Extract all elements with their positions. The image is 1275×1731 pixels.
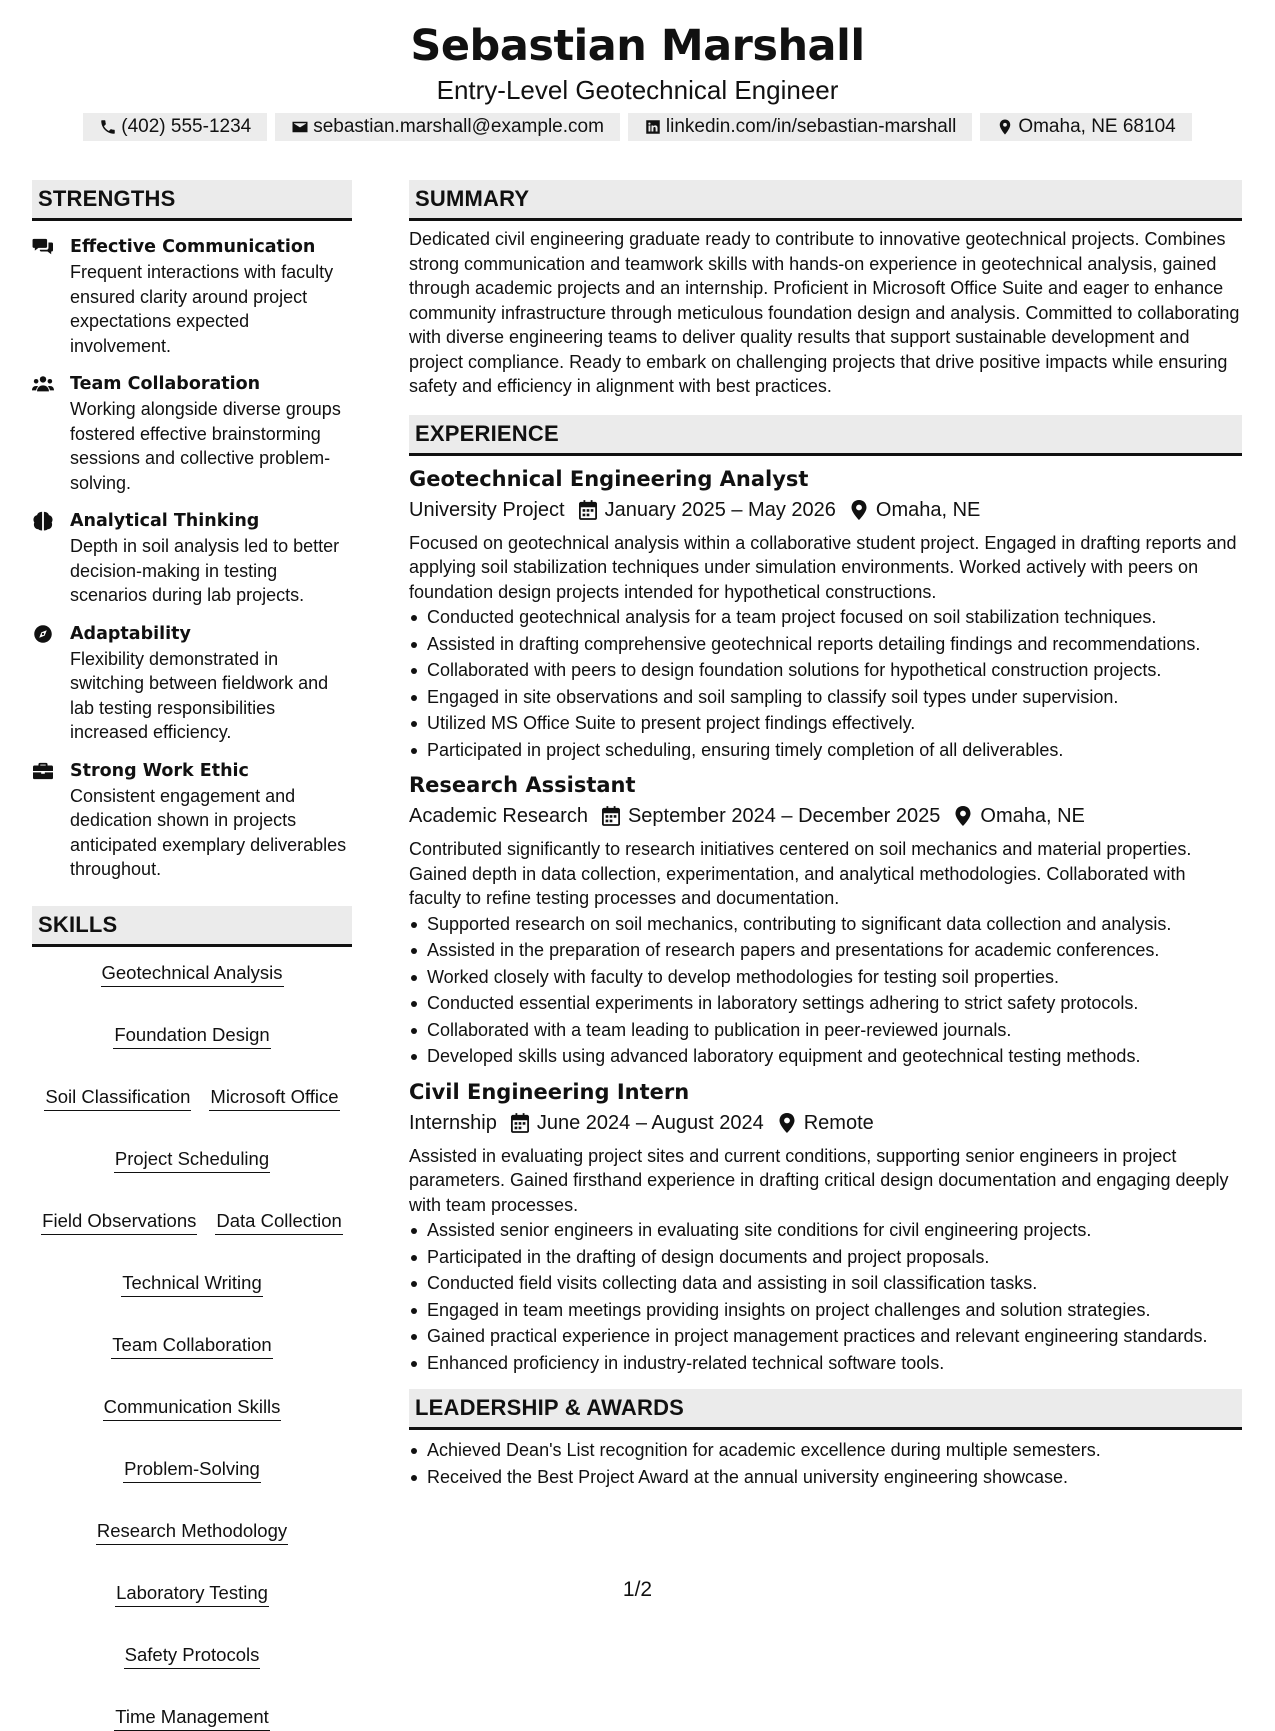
job-location: Omaha, NE <box>875 498 981 521</box>
list-item: Engaged in site observations and soil sampling to classify soil types under supervision. <box>409 685 1242 710</box>
list-item: Participated in project scheduling, ensuring timely completion of all deliverables. <box>409 738 1242 763</box>
strength-item <box>32 622 352 745</box>
map-pin-icon <box>850 500 868 520</box>
calendar-icon <box>602 806 620 826</box>
contact-phone[interactable] <box>83 113 267 141</box>
brain-icon <box>32 511 54 531</box>
candidate-name: Sebastian Marshall <box>410 21 865 71</box>
resume-header <box>0 18 1275 106</box>
right-column <box>409 180 1242 1491</box>
contact-email-text: sebastian.marshall@example.com <box>313 116 604 137</box>
skill-tag: Laboratory Testing <box>115 1581 269 1607</box>
envelope-icon <box>291 118 309 136</box>
comments-icon <box>32 237 54 257</box>
skill-tag: Team Collaboration <box>111 1333 272 1359</box>
strength-desc: Depth in soil analysis led to better decision-making in testing scenarios during lab projects. <box>70 536 340 605</box>
contact-location-text: Omaha, NE 68104 <box>1018 116 1176 137</box>
skill-tag: Research Methodology <box>96 1519 288 1545</box>
strength-item <box>32 372 352 495</box>
list-item: Achieved Dean's List recognition for academic excellence during multiple semesters. <box>409 1438 1242 1463</box>
contact-location <box>980 113 1191 141</box>
skill-tag: Problem-Solving <box>123 1457 261 1483</box>
calendar-icon <box>511 1113 529 1133</box>
job-description: Assisted in evaluating project sites and current conditions, supporting senior engineers in project parameters. Gained firsthand experience in drafting critical design documentation and engaging deeply with team processes. <box>409 1145 1229 1215</box>
job-entry <box>409 770 1242 1069</box>
list-item: Conducted essential experiments in laboratory settings adhering to strict safety protocols. <box>409 991 1242 1016</box>
list-item: Conducted field visits collecting data and assisting in soil classification tasks. <box>409 1271 1242 1296</box>
skill-tag: Project Scheduling <box>114 1147 270 1173</box>
job-org: University Project <box>409 498 565 521</box>
list-item: Assisted senior engineers in evaluating site conditions for civil engineering projects. <box>409 1218 1242 1243</box>
list-item: Conducted geotechnical analysis for a team project focused on soil stabilization techniques. <box>409 605 1242 630</box>
skill-tag: Field Observations <box>41 1209 197 1235</box>
skills-heading: SKILLS <box>32 906 352 947</box>
job-entry <box>409 464 1242 763</box>
strengths-heading: STRENGTHS <box>32 180 352 221</box>
skill-tag: Safety Protocols <box>124 1643 261 1669</box>
experience-heading: EXPERIENCE <box>409 415 1242 456</box>
summary-text: Dedicated civil engineering graduate ready to contribute to innovative geotechnical projects. Combines strong communication and teamwork skills with hands-on experience in geotechnical analysis, gained through academic projects and an internship. Proficient in Microsoft Office Suite and eager to enhance community infrastructure through meticulous foundation design and analysis. Committed to collaborating with diverse engineering teams to deliver quality results that support sustainable development and project compliance. Ready to embark on challenging projects that drive positive impacts while ensuring safety and efficiency in alignment with best practices. <box>409 229 1240 396</box>
list-item: Engaged in team meetings providing insights on project challenges and solution strategies. <box>409 1298 1242 1323</box>
job-dates: June 2024 – August 2024 <box>536 1111 764 1134</box>
briefcase-icon <box>32 761 54 781</box>
job-description: Contributed significantly to research initiatives centered on soil mechanics and material properties. Gained depth in data collection, experimentation, and analytical methodologies. Collaborated with faculty to refine testing processes and documentation. <box>409 839 1192 908</box>
map-pin-icon <box>996 118 1014 136</box>
awards-list <box>409 1438 1242 1489</box>
skill-tag: Soil Classification <box>44 1085 191 1111</box>
skill-tag: Data Collection <box>215 1209 342 1235</box>
job-description: Focused on geotechnical analysis within a collaborative student project. Engaged in drafting reports and applying soil stabilization techniques under simulation environments. Worked actively with peers on foundation design projects intended for hypothetical constructions. <box>409 532 1237 602</box>
users-icon <box>32 374 54 394</box>
list-item: Assisted in drafting comprehensive geotechnical reports detailing findings and recommendations. <box>409 632 1242 657</box>
skill-tag: Communication Skills <box>103 1395 282 1421</box>
linkedin-icon <box>644 118 662 136</box>
phone-icon <box>99 118 117 136</box>
contact-bar <box>0 113 1275 141</box>
list-item: Assisted in the preparation of research papers and presentations for academic conferences. <box>409 938 1242 963</box>
awards-heading: LEADERSHIP & AWARDS <box>409 1389 1242 1430</box>
calendar-icon <box>579 500 597 520</box>
strength-title: Adaptability <box>70 623 191 644</box>
job-bullets <box>409 1218 1242 1375</box>
job-org: Internship <box>409 1111 497 1134</box>
job-location: Omaha, NE <box>980 805 1085 827</box>
list-item: Utilized MS Office Suite to present project findings effectively. <box>409 711 1242 736</box>
strength-item <box>32 759 352 882</box>
list-item: Collaborated with a team leading to publication in peer-reviewed journals. <box>409 1018 1242 1043</box>
job-title: Civil Engineering Intern <box>409 1079 690 1104</box>
list-item: Participated in the drafting of design documents and project proposals. <box>409 1245 1242 1270</box>
job-dates: January 2025 – May 2026 <box>604 498 836 521</box>
list-item: Gained practical experience in project management practices and relevant engineering standards. <box>409 1324 1242 1349</box>
list-item: Developed skills using advanced laboratory equipment and geotechnical testing methods. <box>409 1044 1242 1069</box>
job-bullets <box>409 912 1242 1069</box>
contact-linkedin[interactable] <box>628 113 972 141</box>
candidate-title: Entry-Level Geotechnical Engineer <box>436 75 839 105</box>
strength-item <box>32 509 352 608</box>
strength-title: Effective Communication <box>70 237 316 257</box>
map-pin-icon <box>778 1113 796 1133</box>
skill-tag: Foundation Design <box>113 1023 270 1049</box>
contact-email[interactable] <box>275 113 620 141</box>
job-title: Research Assistant <box>409 773 636 797</box>
list-item: Worked closely with faculty to develop methodologies for testing soil properties. <box>409 965 1242 990</box>
job-dates: September 2024 – December 2025 <box>627 805 941 827</box>
strength-desc: Frequent interactions with faculty ensured clarity around project expectations expected involvement. <box>70 262 334 356</box>
strength-title: Strong Work Ethic <box>70 760 249 781</box>
job-entry <box>409 1077 1242 1376</box>
skill-tag: Time Management <box>114 1705 270 1731</box>
contact-linkedin-text: linkedin.com/in/sebastian-marshall <box>665 116 957 137</box>
strength-item <box>32 235 352 358</box>
job-meta <box>409 1108 1242 1138</box>
summary-heading: SUMMARY <box>409 180 1242 221</box>
strength-desc: Consistent engagement and dedication shown in projects anticipated exemplary deliverables throughout. <box>70 785 347 879</box>
left-column <box>32 180 352 1731</box>
skills-list <box>32 961 352 1731</box>
map-pin-icon <box>954 806 972 826</box>
job-bullets <box>409 605 1242 762</box>
skill-tag: Technical Writing <box>121 1271 263 1297</box>
compass-icon <box>32 624 54 644</box>
list-item: Collaborated with peers to design foundation solutions for hypothetical construction projects. <box>409 658 1242 683</box>
job-title: Geotechnical Engineering Analyst <box>409 466 809 491</box>
strength-title: Team Collaboration <box>70 374 261 394</box>
contact-phone-text: (402) 555-1234 <box>121 116 252 137</box>
strength-title: Analytical Thinking <box>70 511 260 531</box>
strength-desc: Working alongside diverse groups fostered effective brainstorming sessions and collective problem-solving. <box>70 399 341 493</box>
skill-tag: Microsoft Office <box>209 1085 339 1111</box>
job-meta <box>409 801 1242 831</box>
list-item: Enhanced proficiency in industry-related technical software tools. <box>409 1351 1242 1376</box>
list-item: Supported research on soil mechanics, contributing to significant data collection and analysis. <box>409 912 1242 937</box>
strength-desc: Flexibility demonstrated in switching between fieldwork and lab testing responsibilities increased efficiency. <box>70 648 329 742</box>
job-meta <box>409 495 1242 525</box>
job-location: Remote <box>803 1111 874 1134</box>
page-number: 1/2 <box>622 1578 653 1601</box>
skill-tag: Geotechnical Analysis <box>101 961 284 987</box>
job-org: Academic Research <box>409 805 588 827</box>
list-item: Received the Best Project Award at the annual university engineering showcase. <box>409 1465 1242 1490</box>
